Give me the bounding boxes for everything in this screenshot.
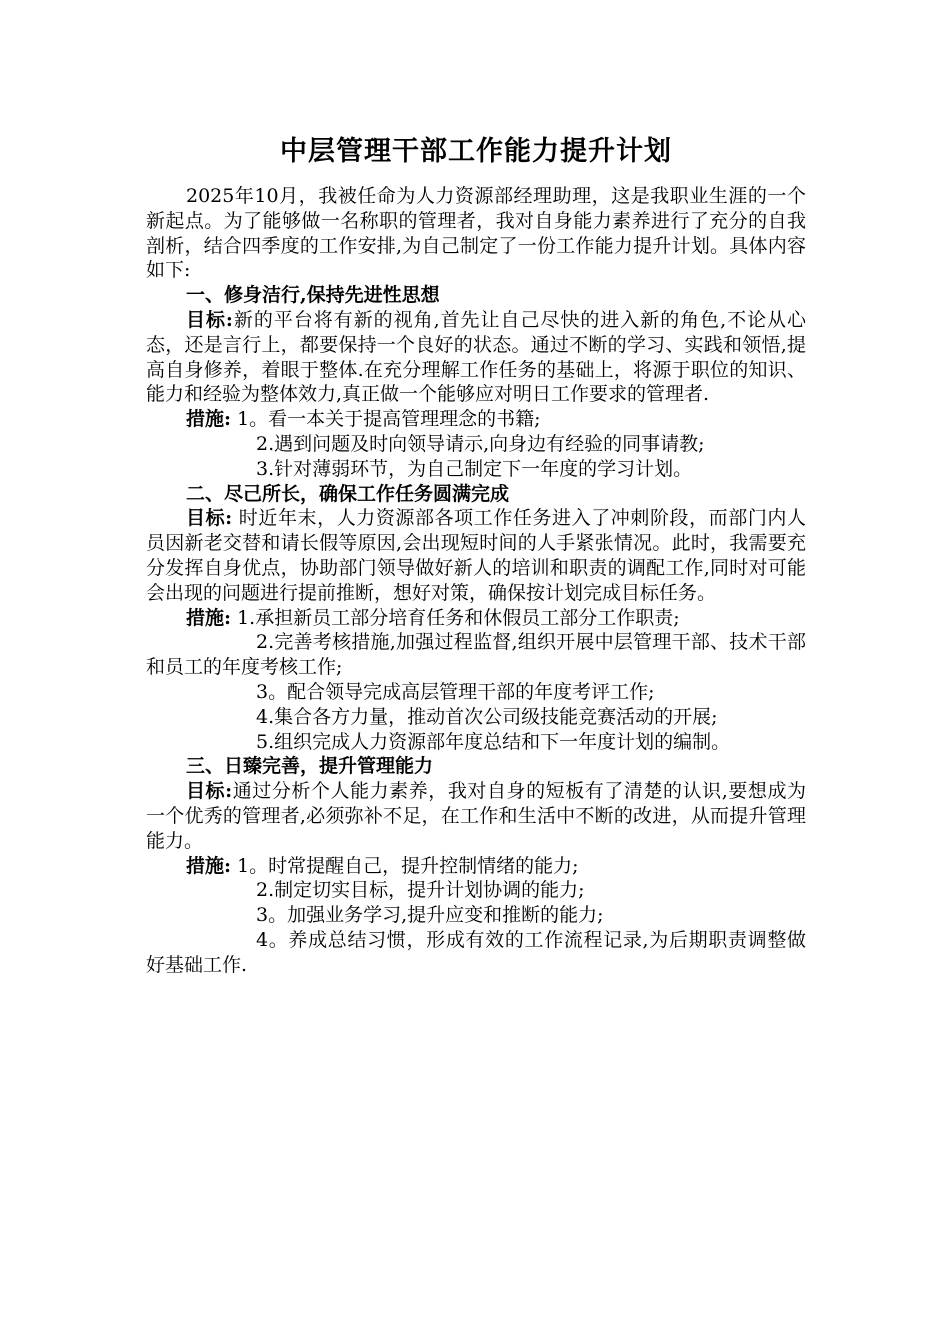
section-measure-2-3: 3。配合领导完成高层管理干部的年度考评工作; xyxy=(256,680,655,703)
section-measure-1-3: 3.针对薄弱环节，为自己制定下一年度的学习计划。 xyxy=(256,457,693,480)
measure-text: 1.承担新员工部分培育任务和休假员工部分工作职责; xyxy=(237,606,680,629)
goal-label: 目标: xyxy=(186,780,233,803)
section-measure-1-1 xyxy=(146,407,806,432)
section-heading-1: 一、修身洁行,保持先进性思想 xyxy=(186,284,440,307)
goal-label: 目标: xyxy=(186,507,233,530)
intro-paragraph: 2025年10月，我被任命为人力资源部经理助理，这是我职业生涯的一个新起点。为了能够做一名称职的管理者，我对自身能力素养进行了充分的自我剖析，结合四季度的工作安排,为自己制定了一份工作能力提升计划。具体内容如下: xyxy=(146,185,806,282)
section-goal-3 xyxy=(146,779,806,853)
goal-text: 时近年末，人力资源部各项工作任务进入了冲刺阶段，而部门内人员因新老交替和请长假等原因,会出现短时间的人手紧张情况。此时，我需要充分发挥自身优点，协助部门领导做好新人的培训和职责的调配工作,同时对可能会出现的问题进行提前推断，想好对策，确保按计划完成目标任务。 xyxy=(146,507,806,604)
section-measure-2-5: 5.组织完成人力资源部年度总结和下一年度计划的编制。 xyxy=(256,730,731,753)
section-heading-2: 二、尽己所长，确保工作任务圆满完成 xyxy=(186,482,510,505)
measure-text: 1。时常提醒自己，提升控制情绪的能力; xyxy=(237,854,579,877)
section-measure-3-3: 3。加强业务学习,提升应变和推断的能力; xyxy=(256,904,604,927)
measure-label: 措施: xyxy=(186,408,232,431)
goal-label: 目标: xyxy=(186,308,233,331)
goal-text: 新的平台将有新的视角,首先让自己尽快的进入新的角色,不论从心态，还是言行上，都要保持一个良好的状态。通过不断的学习、实践和领悟,提高自身修养，着眼于整体.在充分理解工作任务的基础上，将源于职位的知识、能力和经验为整体效力,真正做一个能够应对明日工作要求的管理者. xyxy=(146,308,806,406)
measure-text: 1。看一本关于提高管理理念的书籍; xyxy=(237,408,541,431)
section-measure-3-1 xyxy=(146,854,806,879)
section-measure-3-4: 4。养成总结习惯，形成有效的工作流程记录,为后期职责调整做好基础工作. xyxy=(146,928,806,976)
section-measure-2-2: 2.完善考核措施,加强过程监督,组织开展中层管理干部、技术干部和员工的年度考核工作; xyxy=(146,631,806,679)
document-title: 中层管理干部工作能力提升计划 xyxy=(280,136,672,167)
section-measure-1-2: 2.遇到问题及时向领导请示,向身边有经验的同事请教; xyxy=(256,432,705,455)
section-goal-1 xyxy=(146,308,806,407)
section-measure-2-4: 4.集合各方力量，推动首次公司级技能竞赛活动的开展; xyxy=(256,705,718,728)
section-goal-2 xyxy=(146,506,806,605)
measure-label: 措施: xyxy=(186,854,232,877)
section-measure-2-1 xyxy=(146,606,806,631)
section-measure-3-2: 2.制定切实目标，提升计划协调的能力; xyxy=(256,879,585,902)
goal-text: 通过分析个人能力素养，我对自身的短板有了清楚的认识,要想成为一个优秀的管理者,必须弥补不足，在工作和生活中不断的改进，从而提升管理能力。 xyxy=(146,780,806,852)
section-heading-3: 三、日臻完善，提升管理能力 xyxy=(186,755,434,778)
document-page xyxy=(146,132,806,978)
measure-label: 措施: xyxy=(186,606,232,629)
